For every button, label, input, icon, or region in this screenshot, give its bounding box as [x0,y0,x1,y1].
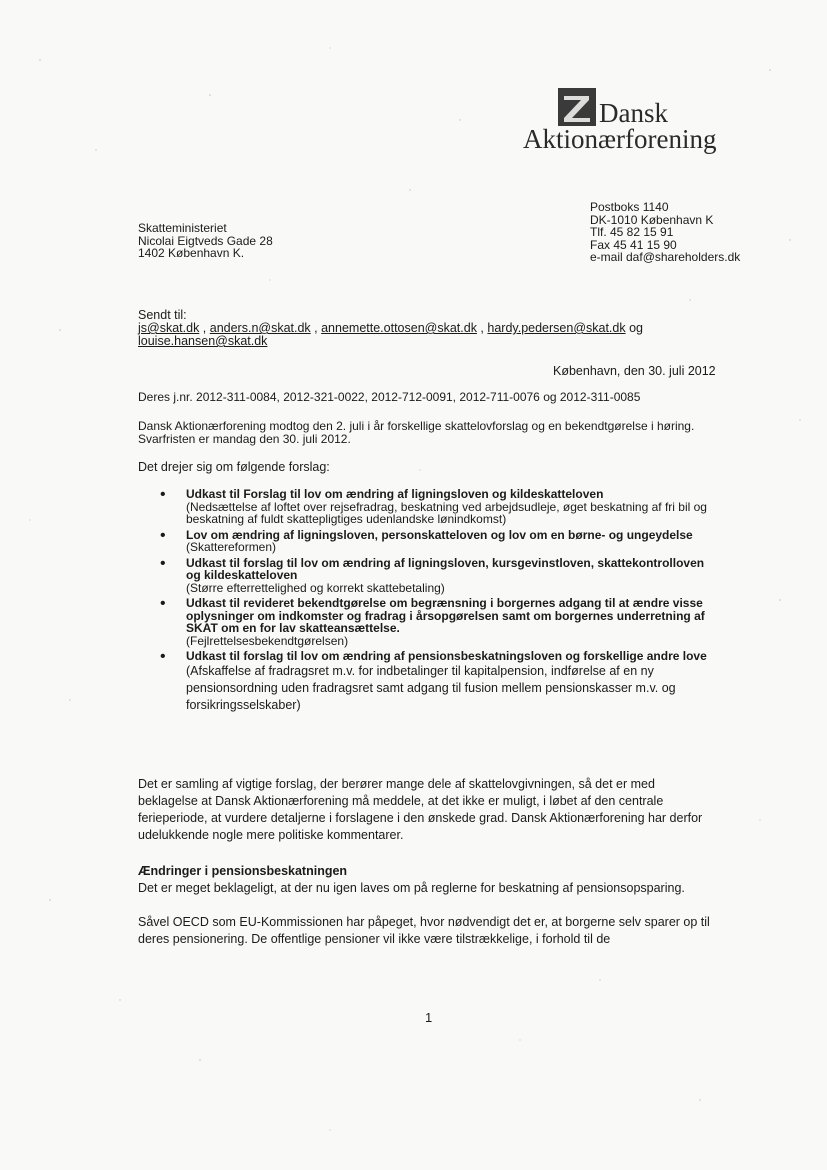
list-item [160,488,720,526]
recipient-address [138,222,273,260]
email-link[interactable]: hardy.pedersen@skat.dk [487,321,626,335]
proposal-list [160,488,720,714]
paragraph-3: Såvel OECD som EU-Kommissionen har påpeget, hvor nødvendigt det er, at borgerne selv sparer op til deres pensionering. De offentlige pensioner vil ikke være tilstrækkelige, i forhold til de [138,915,710,946]
proposal-note: (Større efterrettelighed og korrekt skattebetaling) [186,580,445,595]
logo-text-aktionaerforening: Aktionærforening [523,124,717,154]
proposal-title: • Udkast til revideret bekendtgørelse om begrænsning i borgernes adgang til at ændre visse oplysninger om indkomster og fradrag i årsopgørelsen samt om borgernes underretning af SKAT om en for lav skatteansættelse. [186,596,705,635]
list-item [160,650,720,714]
email-link[interactable]: js@skat.dk [138,321,200,335]
proposal-title: • Udkast til Forslag til lov om ændring af ligningsloven og kildeskatteloven [186,487,604,501]
email-link[interactable]: annemette.ottosen@skat.dk [321,321,477,335]
email-list: js@skat.dk , anders.n@skat.dk , annemette.ottosen@skat.dk , hardy.pedersen@skat.dk og louise.hansen@skat.dk [138,321,643,348]
proposal-note: (Skattereformen) [186,540,277,554]
email-conjunction: og [629,321,643,335]
email-link[interactable]: anders.n@skat.dk [209,321,311,335]
recipient-line: 1402 København K. [138,246,245,260]
sender-address [590,201,740,264]
proposal-title: • Udkast til forslag til lov om ændring af ligningsloven, kursgevinstloven, skattekontrolloven og kildeskatteloven [186,555,705,582]
list-item [160,597,720,647]
page-number: 1 [425,1010,433,1025]
reference-numbers: Deres j.nr. 2012-311-0084, 2012-321-0022, 2012-712-0091, 2012-711-0076 og 2012-311-0085 [138,390,641,404]
date-line: København, den 30. juli 2012 [553,364,716,378]
lead-sentence: Det drejer sig om følgende forslag: [138,460,330,474]
logo-text-dansk: Dansk [599,98,668,128]
proposal-note: (Nedsættelse af loftet over rejsefradrag, beskatning ved arbejdsudleje, øget beskatning af fri bil og beskatning af fuldt skattepligtiges udenlandske lønindkomst) [186,499,707,526]
list-item [160,529,720,554]
proposal-note: (Fejlrettelsesbekendtgørelsen) [186,633,349,648]
sender-line: Fax 45 41 15 90 [590,237,677,252]
paragraph-2: Det er meget beklageligt, at der nu igen laves om på reglerne for beskatning af pensionsopsparing. [138,881,685,895]
intro-paragraph: Dansk Aktionærforening modtog den 2. juli i år forskellige skattelovforslag og en bekendtgørelse i høring. Svarfristen er mandag den 30. juli 2012. [138,419,695,446]
sender-line: DK-1010 København K [590,212,714,227]
proposal-note: (Afskaffelse af fradragsret m.v. for indbetalinger til kapitalpension, indførelse af en ny pensionsordning uden fradragsret samt adgang til fusion mellem pensionskasser m.v. og forsikringsselskaber) [186,663,676,712]
sender-line: Tlf. 45 82 15 91 [590,225,674,239]
sender-line: e-mail daf@shareholders.dk [590,250,741,264]
list-item [160,557,720,595]
sender-line: Postboks 1140 [590,200,669,214]
email-link[interactable]: louise.hansen@skat.dk [138,334,268,348]
section-heading: Ændringer i pensionsbeskatningen [138,864,348,878]
proposal-title: • Udkast til forslag til lov om ændring af pensionsbeskatningsloven og forskellige andre love [186,649,707,663]
logo-mark-icon [558,88,596,126]
proposal-title: • Lov om ændring af ligningsloven, personskatteloven og lov om en børne- og ungeydelse [186,527,693,542]
recipient-line: Skatteministeriet [138,221,227,235]
paragraph-1: Det er samling af vigtige forslag, der berører mange dele af skattelovgivningen, så det er med beklagelse at Dansk Aktionærforening må meddele, at det ikke er muligt, i løbet af den centrale ferieperiode, at vurdere detaljerne i forslagene i den ønskede grad. Dansk Aktionærforening har derfor udelukkende nogle mere politiske kommentarer. [138,777,703,842]
recipient-line: Nicolai Eigtveds Gade 28 [138,233,273,248]
sent-to-label: Sendt til: [138,308,187,322]
